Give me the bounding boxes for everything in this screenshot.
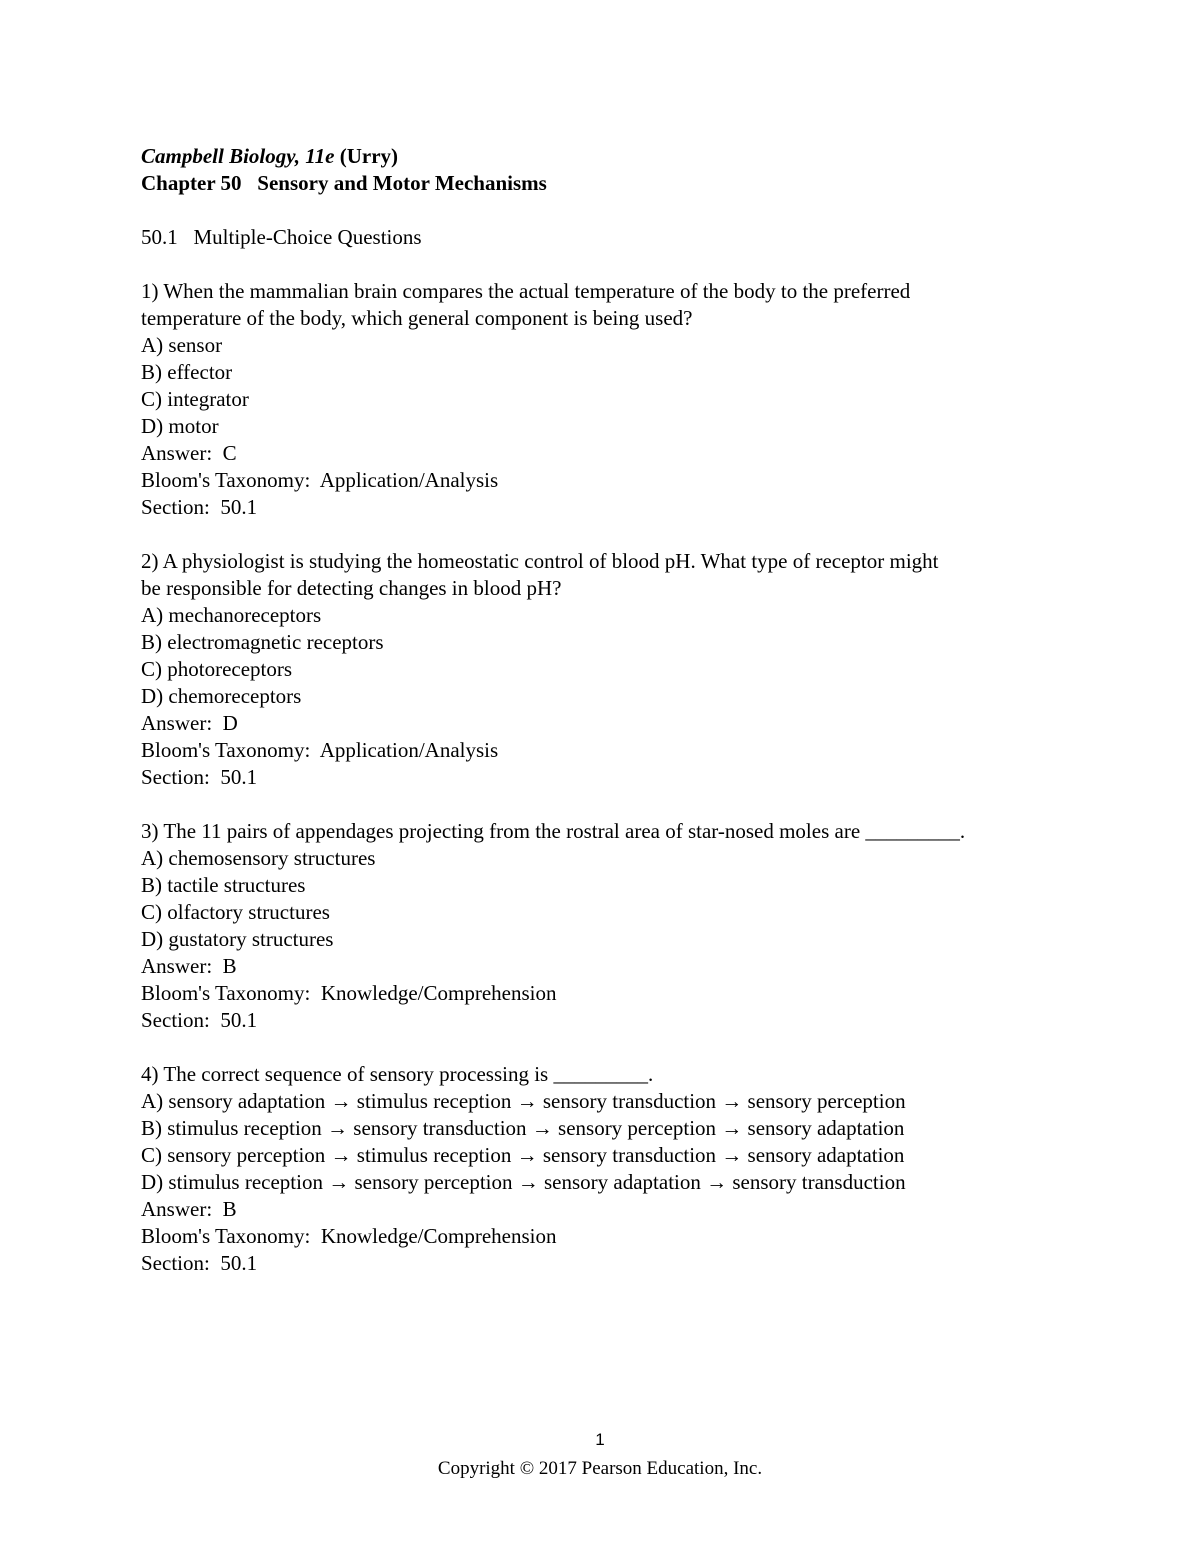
question-stem-line: be responsible for detecting changes in blood pH? xyxy=(141,576,562,600)
answer: Answer: D xyxy=(141,711,238,735)
page-content xyxy=(141,143,1081,1277)
section-ref: Section: 50.1 xyxy=(141,1008,258,1032)
section-heading: 50.1 Multiple-Choice Questions xyxy=(141,225,422,249)
book-title: Campbell Biology, 11e xyxy=(141,144,335,168)
question-stem-line: 3) The 11 pairs of appendages projecting from the rostral area of star-nosed moles are _________. xyxy=(141,819,966,843)
blooms-taxonomy: Bloom's Taxonomy: Knowledge/Comprehension xyxy=(141,1224,557,1248)
choice-c: C) sensory perception → stimulus reception → sensory transduction → sensory adaptation xyxy=(141,1143,905,1167)
choice-c: C) integrator xyxy=(141,387,249,411)
choice-d: D) gustatory structures xyxy=(141,927,334,951)
section-ref: Section: 50.1 xyxy=(141,495,258,519)
question-stem-line: 1) When the mammalian brain compares the actual temperature of the body to the preferred xyxy=(141,279,911,303)
choice-b: B) tactile structures xyxy=(141,873,306,897)
copyright-notice: Copyright © 2017 Pearson Education, Inc. xyxy=(437,1458,763,1479)
choice-c: C) photoreceptors xyxy=(141,657,293,681)
choice-d: D) chemoreceptors xyxy=(141,684,302,708)
chapter-title: Chapter 50 Sensory and Motor Mechanisms xyxy=(141,171,547,195)
choice-d: D) stimulus reception → sensory perception → sensory adaptation → sensory transduction xyxy=(141,1170,906,1194)
choice-a: A) sensor xyxy=(141,333,223,357)
question-stem-line: temperature of the body, which general component is being used? xyxy=(141,306,693,330)
blooms-taxonomy: Bloom's Taxonomy: Application/Analysis xyxy=(141,468,499,492)
section-ref: Section: 50.1 xyxy=(141,765,258,789)
question-2 xyxy=(141,548,1081,791)
question-1 xyxy=(141,278,1081,521)
book-author: (Urry) xyxy=(334,144,399,168)
choice-d: D) motor xyxy=(141,414,219,438)
page-number: 1 xyxy=(595,1430,605,1449)
answer: Answer: B xyxy=(141,1197,237,1221)
choice-a: A) sensory adaptation → stimulus reception → sensory transduction → sensory perception xyxy=(141,1089,906,1113)
choice-a: A) mechanoreceptors xyxy=(141,603,322,627)
choice-a: A) chemosensory structures xyxy=(141,846,376,870)
answer: Answer: C xyxy=(141,441,237,465)
question-stem-line: 2) A physiologist is studying the homeostatic control of blood pH. What type of receptor might xyxy=(141,549,939,573)
choice-c: C) olfactory structures xyxy=(141,900,330,924)
choice-b: B) effector xyxy=(141,360,233,384)
book-title-line xyxy=(141,143,1081,170)
blooms-taxonomy: Bloom's Taxonomy: Knowledge/Comprehension xyxy=(141,981,557,1005)
blooms-taxonomy: Bloom's Taxonomy: Application/Analysis xyxy=(141,738,499,762)
choice-b: B) electromagnetic receptors xyxy=(141,630,384,654)
question-3 xyxy=(141,818,1081,1034)
question-4 xyxy=(141,1061,1081,1277)
choice-b: B) stimulus reception → sensory transduction → sensory perception → sensory adaptation xyxy=(141,1116,905,1140)
question-stem-line: 4) The correct sequence of sensory processing is _________. xyxy=(141,1062,654,1086)
section-ref: Section: 50.1 xyxy=(141,1251,258,1275)
answer: Answer: B xyxy=(141,954,237,978)
